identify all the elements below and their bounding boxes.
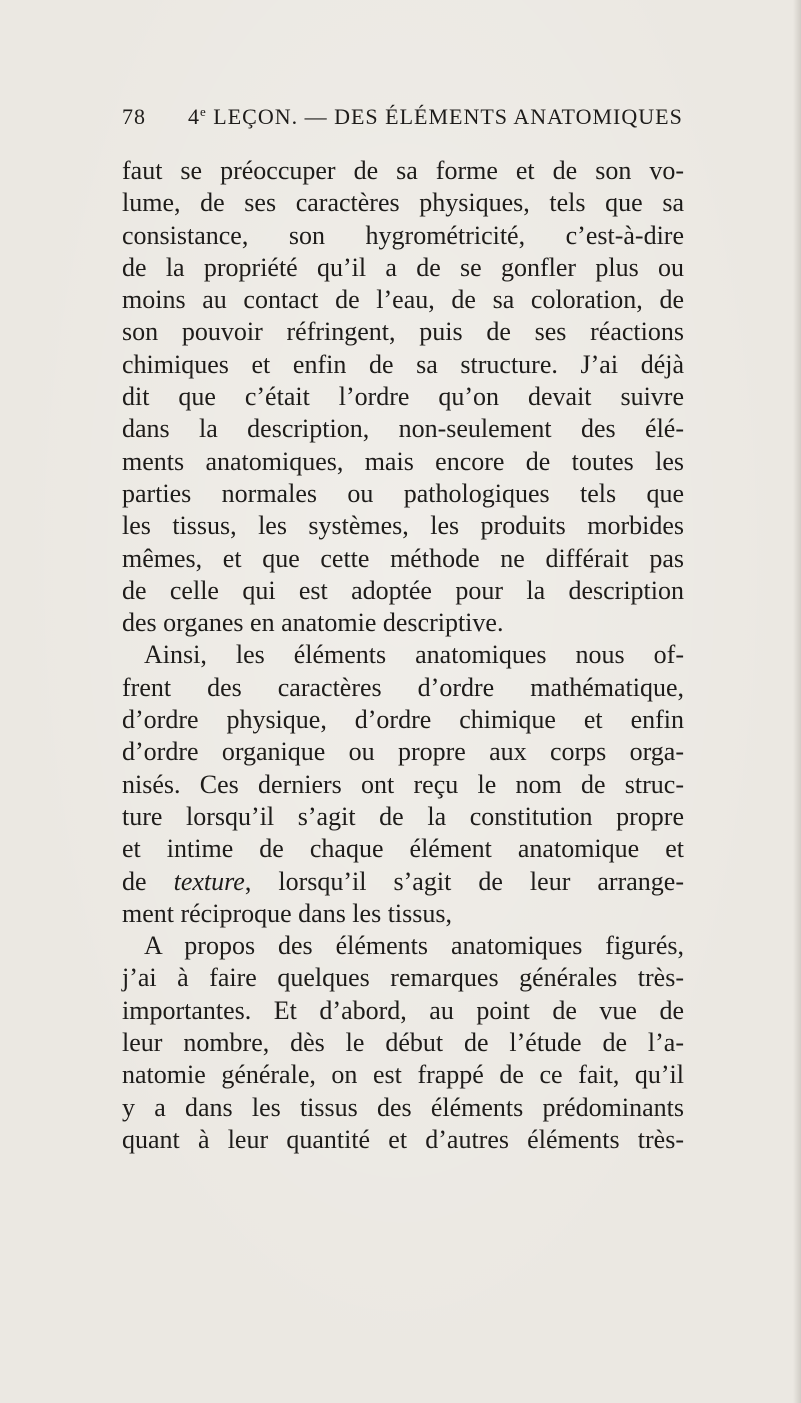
paragraph-start-line: A propos des éléments anatomiques figurés, (144, 931, 684, 961)
text-line: et intime de chaque élément anatomique et (122, 834, 684, 864)
body-text (122, 155, 684, 1156)
text-line: y a dans les tissus des éléments prédominants (122, 1092, 684, 1122)
texture-suffix: , lorsqu’il s’agit de leur arrange- (244, 866, 684, 896)
text-line: frent des caractères d’ordre mathématique, (122, 672, 684, 702)
text-line: chimiques et enfin de sa structure. J’ai déjà (122, 349, 684, 379)
text-line: dit que c’était l’ordre qu’on devait suivre (122, 382, 684, 412)
text-line: quant à leur quantité et d’autres éléments très- (122, 1124, 684, 1154)
running-title (188, 104, 683, 130)
text-line-texture (122, 866, 684, 898)
paragraph-end-line: ment réciproque dans les tissus, (122, 898, 452, 928)
page-number: 78 (122, 104, 146, 129)
text-line: parties normales ou pathologiques tels que (122, 478, 684, 508)
text-line: les tissus, les systèmes, les produits morbides (122, 511, 684, 541)
text-line: ments anatomiques, mais encore de toutes les (122, 446, 684, 476)
text-line: d’ordre organique ou propre aux corps orga- (122, 737, 684, 767)
lecon-number: 4 (188, 104, 200, 129)
text-line: faut se préoccuper de sa forme et de son vo- (122, 156, 684, 185)
text-line: mêmes, et que cette méthode ne différait pas (122, 543, 684, 573)
texture-term: texture (173, 866, 245, 896)
text-line: lume, de ses caractères physiques, tels que sa (122, 188, 684, 218)
text-line: d’ordre physique, d’ordre chimique et enfin (122, 705, 684, 735)
text-line: nisés. Ces derniers ont reçu le nom de struc- (122, 769, 684, 799)
text-line: j’ai à faire quelques remarques générales très- (122, 963, 684, 993)
text-line: de la propriété qu’il a de se gonfler plus ou (122, 252, 684, 282)
text-line: importantes. Et d’abord, au point de vue de (122, 995, 684, 1025)
page-edge-shadow (793, 0, 801, 1403)
lecon-superscript: e (200, 104, 207, 119)
text-line: dans la description, non-seulement des élé- (122, 414, 684, 444)
text-line: leur nombre, dès le début de l’étude de l’a- (122, 1028, 684, 1058)
texture-prefix: de (122, 866, 174, 896)
text-line: ture lorsqu’il s’agit de la constitution propre (122, 801, 684, 831)
paragraph-start-line: Ainsi, les éléments anatomiques nous of- (144, 640, 684, 670)
text-line: son pouvoir réfringent, puis de ses réactions (122, 317, 684, 347)
text-line: consistance, son hygrométricité, c’est-à-dire (122, 220, 684, 250)
text-line: de celle qui est adoptée pour la description (122, 575, 684, 605)
text-line: natomie générale, on est frappé de ce fait, qu’il (122, 1060, 684, 1090)
paragraph-end-line: des organes en anatomie descriptive. (122, 608, 504, 638)
text-line: moins au contact de l’eau, de sa coloration, de (122, 285, 684, 315)
running-header (122, 104, 682, 138)
lecon-title: LEÇON. — DES ÉLÉMENTS ANATOMIQUES (213, 104, 683, 129)
